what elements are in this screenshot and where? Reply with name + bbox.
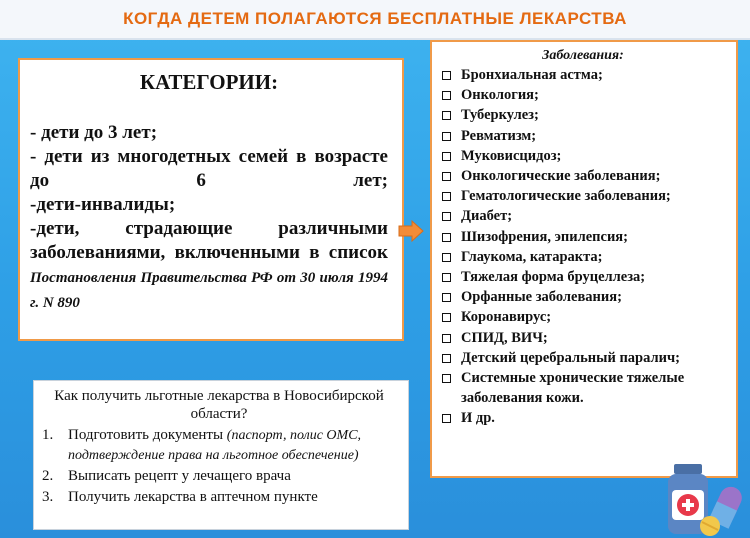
disease-label: Орфанные заболевания; xyxy=(461,289,622,306)
step-body xyxy=(68,488,318,507)
medicine-icon xyxy=(660,460,748,538)
disease-item xyxy=(440,307,726,327)
step-number: 3. xyxy=(42,488,54,505)
how-to-steps xyxy=(42,426,396,506)
checkbox-icon xyxy=(442,172,451,181)
checkbox-icon xyxy=(442,293,451,302)
disease-label: Онкологические заболевания; xyxy=(461,168,661,185)
step-text: Подготовить документы xyxy=(68,427,224,443)
disease-label: Шизофрения, эпилепсия; xyxy=(461,228,628,245)
categories-panel xyxy=(18,58,404,341)
category-item: -дети, страдающие различными заболеваниями, включенными в список Постановления Правительства РФ от 30 июля 1994 г. N 890 xyxy=(30,218,388,311)
how-to-heading: Как получить льготные лекарства в Новосибирской области? xyxy=(54,388,384,422)
disease-item xyxy=(440,287,726,307)
disease-item xyxy=(440,227,726,247)
disease-label: Диабет; xyxy=(461,208,513,225)
disease-label: Коронавирус; xyxy=(461,309,552,326)
diseases-heading: Заболевания: xyxy=(542,48,624,63)
step-note: (паспорт, полис ОМС, подтверждение права на льготное обеспечение) xyxy=(68,428,362,463)
disease-label: Глаукома, катаракта; xyxy=(461,248,603,265)
checkbox-icon xyxy=(442,414,451,423)
checkbox-icon xyxy=(442,334,451,343)
step-text: Выписать рецепт у лечащего врача xyxy=(68,468,291,484)
disease-label: Туберкулез; xyxy=(461,107,539,124)
category-item: - дети до 3 лет; xyxy=(30,122,158,143)
step-text: Получить лекарства в аптечном пункте xyxy=(68,488,318,505)
disease-label: Детский церебральный паралич; xyxy=(461,349,680,366)
disease-label: И др. xyxy=(461,410,495,427)
disease-label: Гематологические заболевания; xyxy=(461,188,671,205)
diseases-list xyxy=(440,65,726,429)
disease-item xyxy=(440,368,726,408)
step-body xyxy=(68,426,396,465)
disease-item xyxy=(440,348,726,368)
disease-item xyxy=(440,105,726,125)
disease-label: СПИД, ВИЧ; xyxy=(461,329,548,346)
category-reference: Постановления Правительства РФ от 30 июля 1994 г. N 890 xyxy=(30,270,388,311)
step-body xyxy=(68,467,291,486)
category-item: - дети из многодетных семей в возрасте до 6 лет; xyxy=(30,146,388,191)
how-to-step xyxy=(42,467,396,486)
title-bar xyxy=(0,0,750,40)
checkbox-icon xyxy=(442,111,451,120)
disease-label: Тяжелая форма бруцеллеза; xyxy=(461,269,646,286)
checkbox-icon xyxy=(442,273,451,282)
disease-item xyxy=(440,206,726,226)
how-to-step xyxy=(42,426,396,465)
disease-label: Онкология; xyxy=(461,87,539,104)
diseases-panel xyxy=(430,40,738,478)
disease-item xyxy=(440,247,726,267)
disease-item xyxy=(440,267,726,287)
disease-item xyxy=(440,65,726,85)
how-to-panel xyxy=(33,380,409,530)
how-to-step xyxy=(42,488,396,507)
checkbox-icon xyxy=(442,354,451,363)
step-number: 2. xyxy=(42,468,54,484)
disease-item xyxy=(440,146,726,166)
disease-item xyxy=(440,328,726,348)
checkbox-icon xyxy=(442,212,451,221)
disease-item xyxy=(440,85,726,105)
disease-label: Бронхиальная астма; xyxy=(461,67,603,83)
categories-heading: КАТЕГОРИИ: xyxy=(139,70,279,94)
checkbox-icon xyxy=(442,313,451,322)
category-item: -дети-инвалиды; xyxy=(30,194,176,215)
checkbox-icon xyxy=(442,253,451,262)
right-arrow-icon xyxy=(398,220,424,242)
checkbox-icon xyxy=(442,71,451,80)
page-title: КОГДА ДЕТЕМ ПОЛАГАЮТСЯ БЕСПЛАТНЫЕ ЛЕКАРСТВА xyxy=(123,9,627,28)
checkbox-icon xyxy=(442,91,451,100)
step-number: 1. xyxy=(42,427,54,443)
disease-label: Муковисцидоз; xyxy=(461,147,562,164)
disease-item xyxy=(440,166,726,186)
disease-item xyxy=(440,126,726,146)
checkbox-icon xyxy=(442,233,451,242)
checkbox-icon xyxy=(442,374,451,383)
disease-label: Системные хронические тяжелые заболевания кожи. xyxy=(461,370,685,407)
disease-label: Ревматизм; xyxy=(461,127,537,144)
disease-item xyxy=(440,186,726,206)
checkbox-icon xyxy=(442,192,451,201)
disease-item xyxy=(440,408,726,428)
checkbox-icon xyxy=(442,152,451,161)
checkbox-icon xyxy=(442,132,451,141)
